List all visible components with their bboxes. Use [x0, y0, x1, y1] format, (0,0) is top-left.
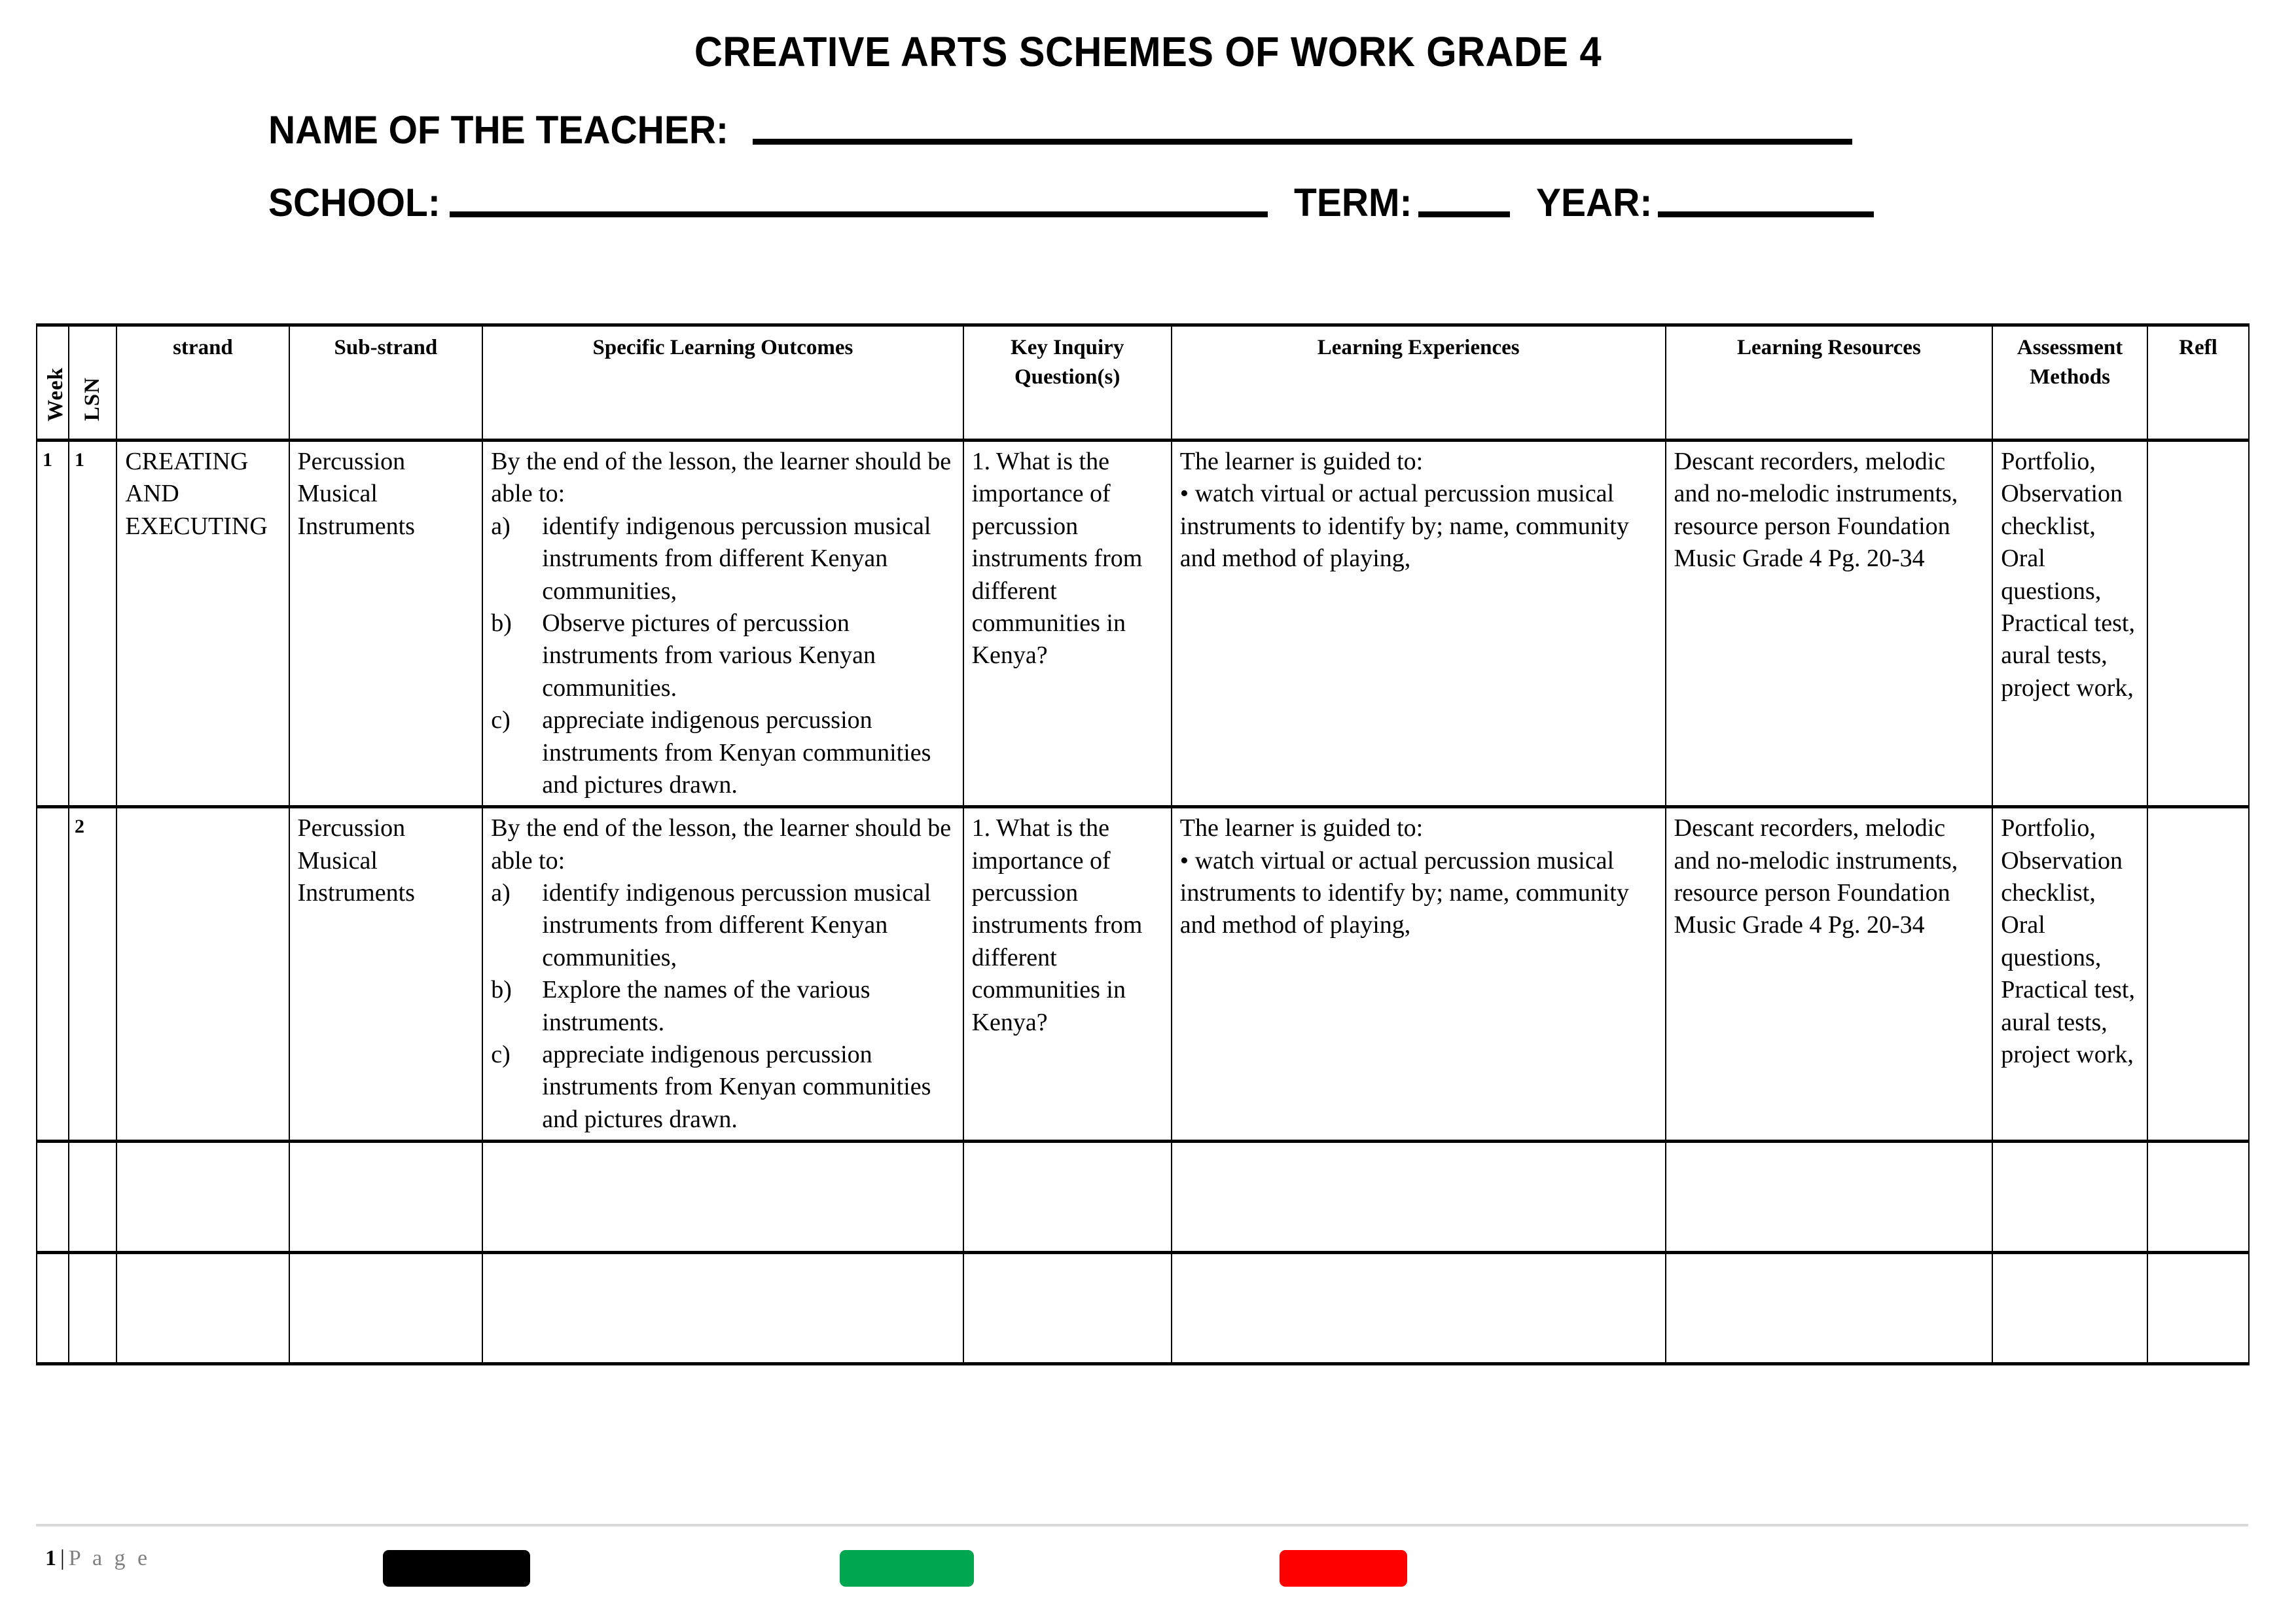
slo-item-text: Observe pictures of percussion instruments from various Kenyan communities. — [542, 609, 876, 702]
cell-learning-resources[interactable]: Descant recorders, melodic and no-melodic instruments, resource person Foundation Music Grade 4 Pg. 20-34 — [1666, 441, 1993, 807]
cell-sub-strand[interactable]: Percussion Musical Instruments — [289, 807, 483, 1142]
footer-content — [36, 1526, 2248, 1605]
cell-week[interactable]: 1 — [37, 441, 69, 807]
cell-specific-learning-outcomes[interactable] — [482, 807, 963, 1142]
slo-item-marker: a) — [491, 879, 511, 907]
cell-lsn-empty[interactable] — [69, 1142, 117, 1253]
page-footer — [36, 1524, 2248, 1605]
column-header-refl: Refl — [2147, 325, 2249, 441]
column-header-learning-experiences: Learning Experiences — [1172, 325, 1666, 441]
cell-assessment-methods[interactable]: Portfolio, Observation checklist, Oral questions, Practical test, aural tests, project work, — [1992, 807, 2147, 1142]
cell-learning-experiences[interactable] — [1172, 441, 1666, 807]
slo-item-text: appreciate indigenous percussion instruments from Kenyan communities and pictures drawn. — [542, 706, 931, 799]
school-term-year-line — [0, 180, 2296, 225]
cell-strand-empty[interactable] — [117, 1142, 289, 1253]
cell-key-inquiry-question[interactable]: 1. What is the importance of percussion instruments from different communities in Kenya? — [963, 441, 1172, 807]
teacher-field-line — [0, 107, 2296, 153]
slo-item — [491, 877, 956, 974]
table-body — [37, 441, 2249, 1364]
cell-learning-experiences[interactable] — [1172, 807, 1666, 1142]
cell-refl-empty[interactable] — [2147, 1253, 2249, 1364]
schemes-of-work-table — [36, 323, 2250, 1365]
table-row-empty — [37, 1142, 2249, 1253]
learning-experiences-bullet: • watch virtual or actual percussion musical instruments to identify by; name, community and method of playing, — [1179, 480, 1629, 573]
school-input-blank[interactable] — [450, 211, 1268, 217]
page-number-digit: 1 — [45, 1546, 56, 1570]
cell-learning-experiences-empty[interactable] — [1172, 1253, 1666, 1364]
cell-lsn[interactable]: 2 — [69, 807, 117, 1142]
slo-item-marker: b) — [491, 609, 512, 637]
slo-item — [491, 511, 956, 607]
cell-specific-learning-outcomes[interactable] — [482, 441, 963, 807]
slo-item — [491, 974, 956, 1039]
column-header-specific-learning-outcomes: Specific Learning Outcomes — [482, 325, 963, 441]
slo-list — [491, 511, 956, 802]
cell-learning-experiences-empty[interactable] — [1172, 1142, 1666, 1253]
slo-item-text: identify indigenous percussion musical instruments from different Kenyan communities, — [542, 879, 931, 971]
page-number-separator: | — [60, 1546, 65, 1570]
teacher-label: NAME OF THE TEACHER: — [268, 108, 728, 152]
cell-assessment-methods[interactable]: Portfolio, Observation checklist, Oral questions, Practical test, aural tests, project work, — [1992, 441, 2147, 807]
column-header-week: Week — [37, 325, 69, 441]
cell-key-inquiry-question-empty[interactable] — [963, 1142, 1172, 1253]
column-header-key-inquiry-questions: Key Inquiry Question(s) — [963, 325, 1172, 441]
cell-strand[interactable]: CREATING AND EXECUTING — [117, 441, 289, 807]
footer-bar-green — [840, 1550, 974, 1587]
learning-experiences-bullet: • watch virtual or actual percussion musical instruments to identify by; name, community and method of playing, — [1179, 846, 1629, 939]
footer-bar-red — [1280, 1550, 1407, 1587]
schemes-of-work-table-container — [36, 323, 2250, 1365]
column-header-assessment-methods: Assessment Methods — [1992, 325, 2147, 441]
cell-key-inquiry-question-empty[interactable] — [963, 1253, 1172, 1364]
footer-bar-black — [383, 1550, 530, 1587]
cell-learning-resources-empty[interactable] — [1666, 1253, 1993, 1364]
cell-specific-learning-outcomes-empty[interactable] — [482, 1142, 963, 1253]
column-header-learning-resources: Learning Resources — [1666, 325, 1993, 441]
cell-learning-resources-empty[interactable] — [1666, 1142, 1993, 1253]
year-input-blank[interactable] — [1658, 211, 1874, 217]
slo-item-marker: c) — [491, 706, 511, 734]
cell-week-empty[interactable] — [37, 1253, 69, 1364]
teacher-input-blank[interactable] — [753, 139, 1852, 145]
slo-lead-text: By the end of the lesson, the learner should be able to: — [491, 448, 952, 508]
learning-experiences-lead: The learner is guided to: — [1179, 448, 1424, 475]
column-header-sub-strand: Sub-strand — [289, 325, 483, 441]
column-header-lsn: LSN — [69, 325, 117, 441]
cell-week-empty[interactable] — [37, 1142, 69, 1253]
slo-item-marker: c) — [491, 1041, 511, 1069]
cell-refl[interactable] — [2147, 807, 2249, 1142]
slo-item-text: Explore the names of the various instruments. — [542, 976, 870, 1036]
cell-refl[interactable] — [2147, 441, 2249, 807]
page-number — [45, 1546, 151, 1571]
table-row-empty — [37, 1253, 2249, 1364]
cell-sub-strand-empty[interactable] — [289, 1253, 483, 1364]
slo-item — [491, 1039, 956, 1136]
term-label: TERM: — [1293, 181, 1412, 225]
slo-item-marker: b) — [491, 976, 512, 1004]
learning-experiences-lead: The learner is guided to: — [1179, 814, 1424, 842]
table-header-row — [37, 325, 2249, 441]
cell-assessment-methods-empty[interactable] — [1992, 1253, 2147, 1364]
page-title: CREATIVE ARTS SCHEMES OF WORK GRADE 4 — [694, 28, 1602, 75]
cell-sub-strand-empty[interactable] — [289, 1142, 483, 1253]
cell-week[interactable] — [37, 807, 69, 1142]
school-label: SCHOOL: — [268, 181, 440, 225]
column-header-strand: strand — [117, 325, 289, 441]
cell-lsn[interactable]: 1 — [69, 441, 117, 807]
slo-lead-text: By the end of the lesson, the learner should be able to: — [491, 814, 952, 875]
table-row — [37, 807, 2249, 1142]
cell-strand[interactable] — [117, 807, 289, 1142]
year-label: YEAR: — [1535, 181, 1652, 225]
table-row — [37, 441, 2249, 807]
slo-list — [491, 877, 956, 1136]
slo-item-marker: a) — [491, 512, 511, 540]
cell-strand-empty[interactable] — [117, 1253, 289, 1364]
term-input-blank[interactable] — [1418, 211, 1510, 217]
slo-item — [491, 607, 956, 704]
cell-sub-strand[interactable]: Percussion Musical Instruments — [289, 441, 483, 807]
page-number-word: P a g e — [68, 1546, 151, 1570]
cell-specific-learning-outcomes-empty[interactable] — [482, 1253, 963, 1364]
cell-refl-empty[interactable] — [2147, 1142, 2249, 1253]
slo-item-text: appreciate indigenous percussion instruments from Kenyan communities and pictures drawn. — [542, 1041, 931, 1133]
slo-item-text: identify indigenous percussion musical instruments from different Kenyan communities, — [542, 512, 931, 605]
cell-learning-resources[interactable]: Descant recorders, melodic and no-melodic instruments, resource person Foundation Music Grade 4 Pg. 20-34 — [1666, 807, 1993, 1142]
cell-lsn-empty[interactable] — [69, 1253, 117, 1364]
cell-key-inquiry-question[interactable]: 1. What is the importance of percussion instruments from different communities in Kenya? — [963, 807, 1172, 1142]
cell-assessment-methods-empty[interactable] — [1992, 1142, 2147, 1253]
slo-item — [491, 704, 956, 801]
